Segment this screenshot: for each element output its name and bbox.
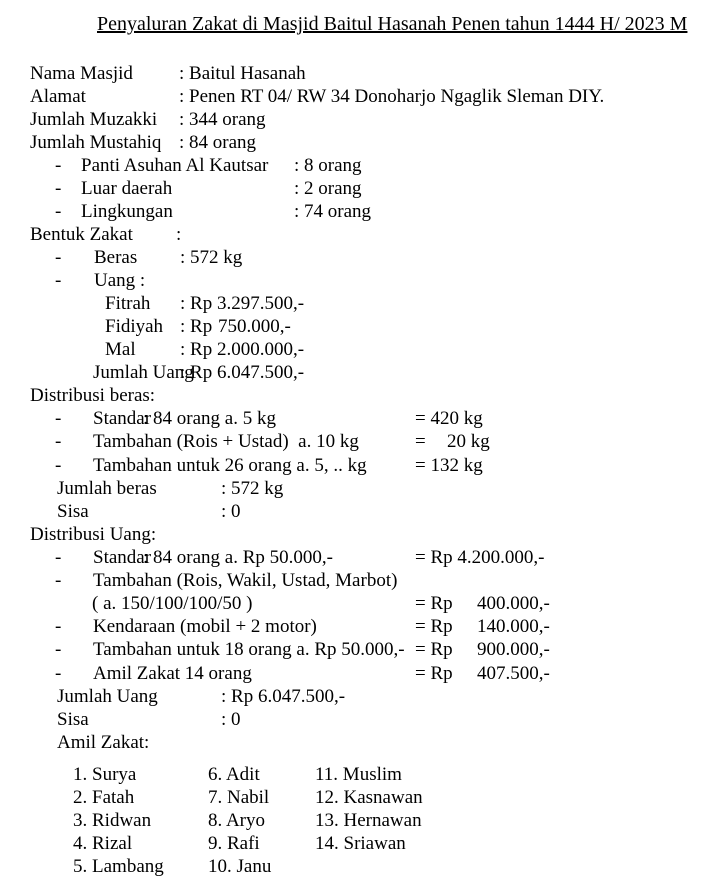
text-segment: : 74 orang	[294, 201, 372, 222]
doc-line	[0, 85, 721, 108]
text-segment: ( a. 150/100/100/50 )	[92, 593, 253, 614]
text-segment: =	[415, 431, 426, 452]
text-segment: Amil Zakat:	[57, 732, 150, 753]
text-segment: -	[55, 431, 62, 452]
text-segment: 12. Kasnawan	[315, 787, 423, 808]
text-segment: = Rp	[415, 663, 453, 684]
text-segment: Lingkungan	[81, 201, 173, 222]
doc-line	[0, 615, 721, 638]
doc-line	[0, 592, 721, 615]
text-segment: : 0	[221, 709, 241, 730]
text-segment: 2. Fatah	[73, 787, 135, 808]
text-segment: : 84 orang	[179, 132, 257, 153]
text-segment: Jumlah Uang	[93, 362, 194, 383]
text-segment: -	[55, 201, 62, 222]
text-segment: Tambahan untuk 18 orang a. Rp 50.000,-	[93, 639, 405, 660]
doc-line	[0, 246, 721, 269]
doc-line	[0, 731, 721, 754]
doc-line	[0, 477, 721, 500]
text-segment: -	[55, 270, 62, 291]
text-segment: 407.500,-	[477, 663, 550, 684]
text-segment: -	[55, 178, 62, 199]
doc-line	[0, 361, 721, 384]
doc-line	[0, 131, 721, 154]
doc-line	[0, 708, 721, 731]
doc-line	[0, 500, 721, 523]
text-segment: = Rp	[415, 593, 453, 614]
text-segment: 20 kg	[447, 431, 490, 452]
text-segment: = Rp	[415, 639, 453, 660]
text-segment: Distribusi Uang:	[30, 524, 157, 545]
text-segment: Distribusi beras:	[30, 385, 156, 406]
text-segment: : Rp 3.297.500,-	[180, 293, 305, 314]
text-segment: -	[55, 570, 62, 591]
text-segment: 5. Lambang	[73, 856, 164, 877]
text-segment: -	[55, 663, 62, 684]
text-segment: : Baitul Hasanah	[179, 63, 306, 84]
doc-line	[0, 685, 721, 708]
text-segment: 13. Hernawan	[315, 810, 422, 831]
text-segment: Sisa	[57, 501, 89, 522]
text-segment: 400.000,-	[477, 593, 550, 614]
text-segment: Sisa	[57, 709, 89, 730]
text-segment: : 572 kg	[221, 478, 284, 499]
doc-line	[0, 786, 721, 809]
text-segment: Fidiyah	[105, 316, 164, 337]
doc-line	[0, 223, 721, 246]
text-segment: : 8 orang	[294, 155, 362, 176]
doc-line	[0, 662, 721, 685]
doc-line	[0, 763, 721, 786]
text-segment: Alamat	[30, 86, 86, 107]
text-segment: -	[55, 247, 62, 268]
doc-line	[0, 430, 721, 453]
text-segment: Jumlah Muzakki	[30, 109, 158, 130]
text-segment: Uang :	[94, 270, 146, 291]
doc-line	[0, 315, 721, 338]
doc-line	[0, 108, 721, 131]
text-segment: -	[55, 408, 62, 429]
text-segment: 750.000,-	[218, 316, 291, 337]
text-segment: 1. Surya	[73, 764, 137, 785]
doc-line	[0, 177, 721, 200]
text-segment: Tambahan (Rois + Ustad) a. 10 kg	[93, 431, 359, 452]
text-segment: 900.000,-	[477, 639, 550, 660]
text-segment: -	[55, 616, 62, 637]
text-segment: = Rp	[415, 616, 453, 637]
text-segment: -	[55, 155, 62, 176]
doc-line	[0, 407, 721, 430]
text-segment: Tambahan (Rois, Wakil, Ustad, Marbot)	[93, 570, 398, 591]
text-segment: -	[55, 639, 62, 660]
text-segment: Standar	[93, 408, 152, 429]
text-segment: -	[55, 455, 62, 476]
doc-line	[0, 62, 721, 85]
text-segment: 14. Sriawan	[315, 833, 406, 854]
text-segment: = 132 kg	[415, 455, 483, 476]
doc-line	[0, 269, 721, 292]
text-segment: 8. Aryo	[208, 810, 265, 831]
doc-line	[0, 638, 721, 661]
document-title: Penyaluran Zakat di Masjid Baitul Hasanah Penen tahun 1444 H/ 2023 M	[97, 13, 688, 35]
text-segment: : Rp 6.047.500,-	[221, 686, 346, 707]
doc-line	[0, 338, 721, 361]
text-segment: Amil Zakat 14 orang	[93, 663, 252, 684]
text-segment: = Rp 4.200.000,-	[415, 547, 545, 568]
text-segment: -	[55, 547, 62, 568]
doc-line	[0, 809, 721, 832]
text-segment: 10. Janu	[208, 856, 272, 877]
doc-line	[0, 154, 721, 177]
text-segment: Panti Asuhan Al Kautsar	[81, 155, 269, 176]
text-segment: : 344 orang	[179, 109, 266, 130]
text-segment: Jumlah beras	[57, 478, 157, 499]
text-segment: Beras	[94, 247, 138, 268]
doc-line	[0, 200, 721, 223]
text-segment: :	[176, 224, 182, 245]
text-segment: : Rp 6.047.500,-	[180, 362, 305, 383]
text-segment: 6. Adit	[208, 764, 260, 785]
text-segment: Tambahan untuk 26 orang a. 5, .. kg	[93, 455, 367, 476]
text-segment: Bentuk Zakat	[30, 224, 133, 245]
text-segment: : 0	[221, 501, 241, 522]
text-segment: Standar	[93, 547, 152, 568]
text-segment: 140.000,-	[477, 616, 550, 637]
text-segment: 7. Nabil	[208, 787, 270, 808]
text-segment: : Rp 2.000.000,-	[180, 339, 305, 360]
text-segment: 11. Muslim	[315, 764, 402, 785]
text-segment: Nama Masjid	[30, 63, 133, 84]
text-segment: Fitrah	[105, 293, 151, 314]
doc-line	[0, 855, 721, 878]
text-segment: : 84 orang a. Rp 50.000,-	[143, 547, 333, 568]
text-segment: : 84 orang a. 5 kg	[143, 408, 276, 429]
doc-line	[0, 569, 721, 592]
doc-line	[0, 384, 721, 407]
text-segment: Mal	[105, 339, 136, 360]
text-segment: Jumlah Mustahiq	[30, 132, 162, 153]
doc-line	[0, 523, 721, 546]
text-segment: 4. Rizal	[73, 833, 133, 854]
text-segment: Luar daerah	[81, 178, 173, 199]
doc-line	[0, 454, 721, 477]
text-segment: 3. Ridwan	[73, 810, 152, 831]
text-segment: : Rp	[180, 316, 213, 337]
text-segment: Jumlah Uang	[57, 686, 158, 707]
doc-line	[0, 546, 721, 569]
text-segment: Kendaraan (mobil + 2 motor)	[93, 616, 317, 637]
doc-line	[0, 832, 721, 855]
text-segment: : 572 kg	[180, 247, 243, 268]
text-segment: : Penen RT 04/ RW 34 Donoharjo Ngaglik Sleman DIY.	[179, 86, 605, 107]
text-segment: : 2 orang	[294, 178, 362, 199]
text-segment: 9. Rafi	[208, 833, 260, 854]
doc-line	[0, 292, 721, 315]
text-segment: = 420 kg	[415, 408, 483, 429]
